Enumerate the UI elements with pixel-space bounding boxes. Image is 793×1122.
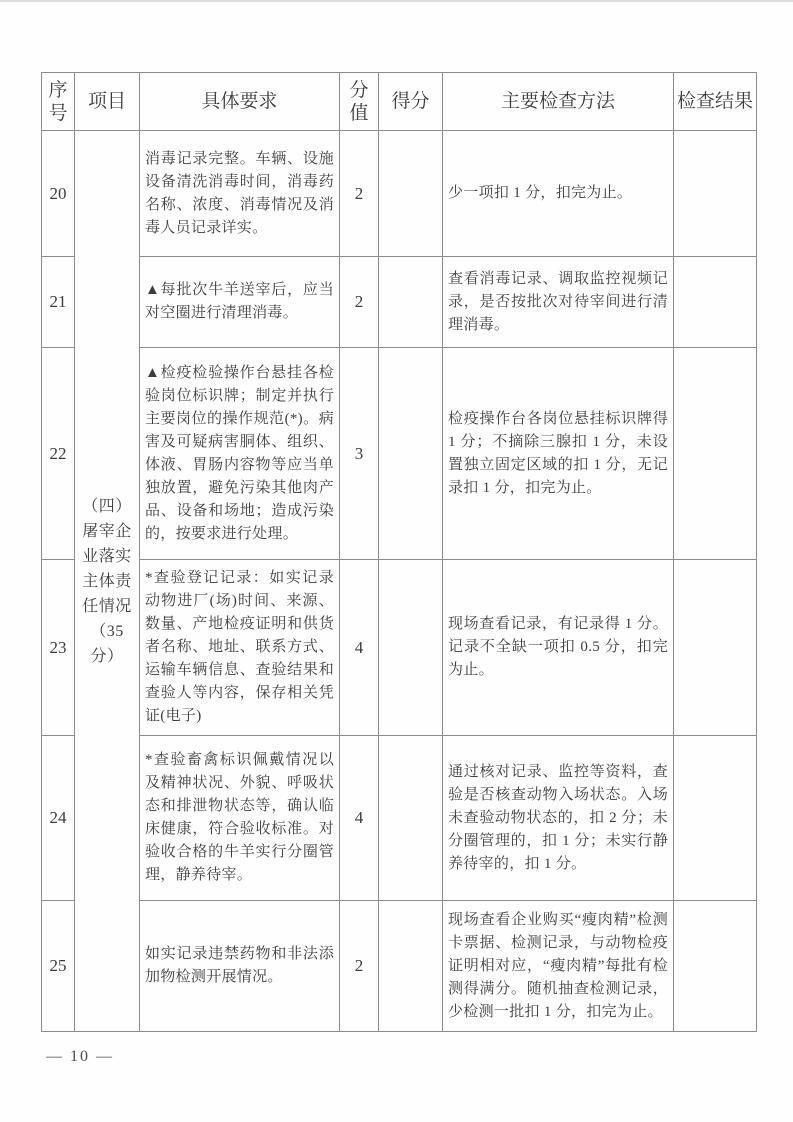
scan-edge-line bbox=[0, 0, 793, 2]
col-header-score-value: 分值 bbox=[340, 73, 379, 131]
cell-result-24 bbox=[674, 736, 757, 901]
page-number: — 10 — bbox=[46, 1048, 114, 1065]
cell-requirement-25 bbox=[140, 901, 340, 1032]
method-text: 现场查看记录，有记录得 1 分。记录不全缺一项扣 0.5 分，扣完为止。 bbox=[448, 616, 668, 678]
cell-method-24 bbox=[443, 736, 674, 901]
project-group-label: （四）屠宰企业落实主体责任情况（35 分） bbox=[82, 497, 132, 665]
cell-no-22: 22 bbox=[42, 348, 75, 560]
col-header-score: 得分 bbox=[379, 73, 443, 131]
cell-score-value-20: 2 bbox=[340, 131, 379, 257]
col-header-project: 项目 bbox=[75, 73, 140, 131]
cell-requirement-20 bbox=[140, 131, 340, 257]
table-row-23 bbox=[42, 560, 757, 736]
cell-result-21 bbox=[674, 257, 757, 348]
method-text: 少一项扣 1 分，扣完为止。 bbox=[448, 185, 633, 201]
cell-project-group bbox=[75, 131, 140, 1032]
cell-no-25: 25 bbox=[42, 901, 75, 1032]
table-row-21 bbox=[42, 257, 757, 348]
method-text: 通过核对记录、监控等资料，查验是否核查动物入场状态。入场未查验动物状态的，扣 2 分；未分圈管理的，扣 1 分；未实行静养待宰的，扣 1 分。 bbox=[448, 763, 668, 872]
cell-score-value-25: 2 bbox=[340, 901, 379, 1032]
col-header-result: 检查结果 bbox=[674, 73, 757, 131]
cell-method-21 bbox=[443, 257, 674, 348]
col-header-method: 主要检查方法 bbox=[443, 73, 674, 131]
cell-score-24 bbox=[379, 736, 443, 901]
cell-requirement-23 bbox=[140, 560, 340, 736]
cell-no-20: 20 bbox=[42, 131, 75, 257]
cell-score-22 bbox=[379, 348, 443, 560]
col-header-requirement: 具体要求 bbox=[140, 73, 340, 131]
inspection-checklist-table bbox=[41, 72, 757, 1032]
requirement-text: ▲检疫检验操作台悬挂各检验岗位标识牌；制定并执行主要岗位的操作规范(*)。病害及可疑病害胴体、组织、体液、胃肠内容物等应当单独放置，避免污染其他肉产品、设备和场地；造成污染的，按要求进行处理。 bbox=[145, 364, 334, 542]
requirement-text: *查验畜禽标识佩戴情况以及精神状况、外貌、呼吸状态和排泄物状态等，确认临床健康，符合验收标准。对验收合格的牛羊实行分圈管理，静养待宰。 bbox=[145, 752, 334, 883]
cell-score-value-22: 3 bbox=[340, 348, 379, 560]
cell-no-21: 21 bbox=[42, 257, 75, 348]
requirement-text: 如实记录违禁药物和非法添加物检测开展情况。 bbox=[145, 946, 334, 985]
cell-score-23 bbox=[379, 560, 443, 736]
method-text: 现场查看企业购买“瘦肉精”检测卡票据、检测记录，与动物检疫证明相对应，“瘦肉精”每批有检测得满分。随机抽查检测记录，少检测一批扣 1 分，扣完为止。 bbox=[448, 911, 668, 1020]
cell-no-24: 24 bbox=[42, 736, 75, 901]
cell-score-20 bbox=[379, 131, 443, 257]
cell-result-22 bbox=[674, 348, 757, 560]
cell-requirement-21 bbox=[140, 257, 340, 348]
cell-method-20 bbox=[443, 131, 674, 257]
cell-score-value-23: 4 bbox=[340, 560, 379, 736]
cell-requirement-24 bbox=[140, 736, 340, 901]
cell-score-21 bbox=[379, 257, 443, 348]
cell-score-value-24: 4 bbox=[340, 736, 379, 901]
cell-method-23 bbox=[443, 560, 674, 736]
cell-method-25 bbox=[443, 901, 674, 1032]
cell-score-value-21: 2 bbox=[340, 257, 379, 348]
table-header-row bbox=[42, 73, 757, 131]
cell-requirement-22 bbox=[140, 348, 340, 560]
requirement-text: *查验登记记录：如实记录动物进厂(场)时间、来源、数量、产地检疫证明和供货者名称、地址、联系方式、运输车辆信息、查验结果和查验人等内容，保存相关凭证(电子) bbox=[145, 570, 334, 724]
requirement-text: 消毒记录完整。车辆、设施设备清洗消毒时间，消毒药名称、浓度、消毒情况及消毒人员记录详实。 bbox=[145, 150, 334, 236]
cell-method-22 bbox=[443, 348, 674, 560]
cell-result-20 bbox=[674, 131, 757, 257]
cell-score-25 bbox=[379, 901, 443, 1032]
table-row-22 bbox=[42, 348, 757, 560]
table-row-20 bbox=[42, 131, 757, 257]
table-row-24 bbox=[42, 736, 757, 901]
table-row-25 bbox=[42, 901, 757, 1032]
requirement-text: ▲每批次牛羊送宰后，应当对空圈进行清理消毒。 bbox=[145, 282, 334, 321]
cell-result-23 bbox=[674, 560, 757, 736]
method-text: 检疫操作台各岗位悬挂标识牌得 1 分；不摘除三腺扣 1 分，未设置独立固定区域的扣 1 分，无记录扣 1 分，扣完为止。 bbox=[448, 410, 668, 496]
cell-no-23: 23 bbox=[42, 560, 75, 736]
cell-result-25 bbox=[674, 901, 757, 1032]
method-text: 查看消毒记录、调取监控视频记录，是否按批次对待宰间进行清理消毒。 bbox=[448, 270, 668, 333]
col-header-no: 序号 bbox=[42, 73, 75, 131]
